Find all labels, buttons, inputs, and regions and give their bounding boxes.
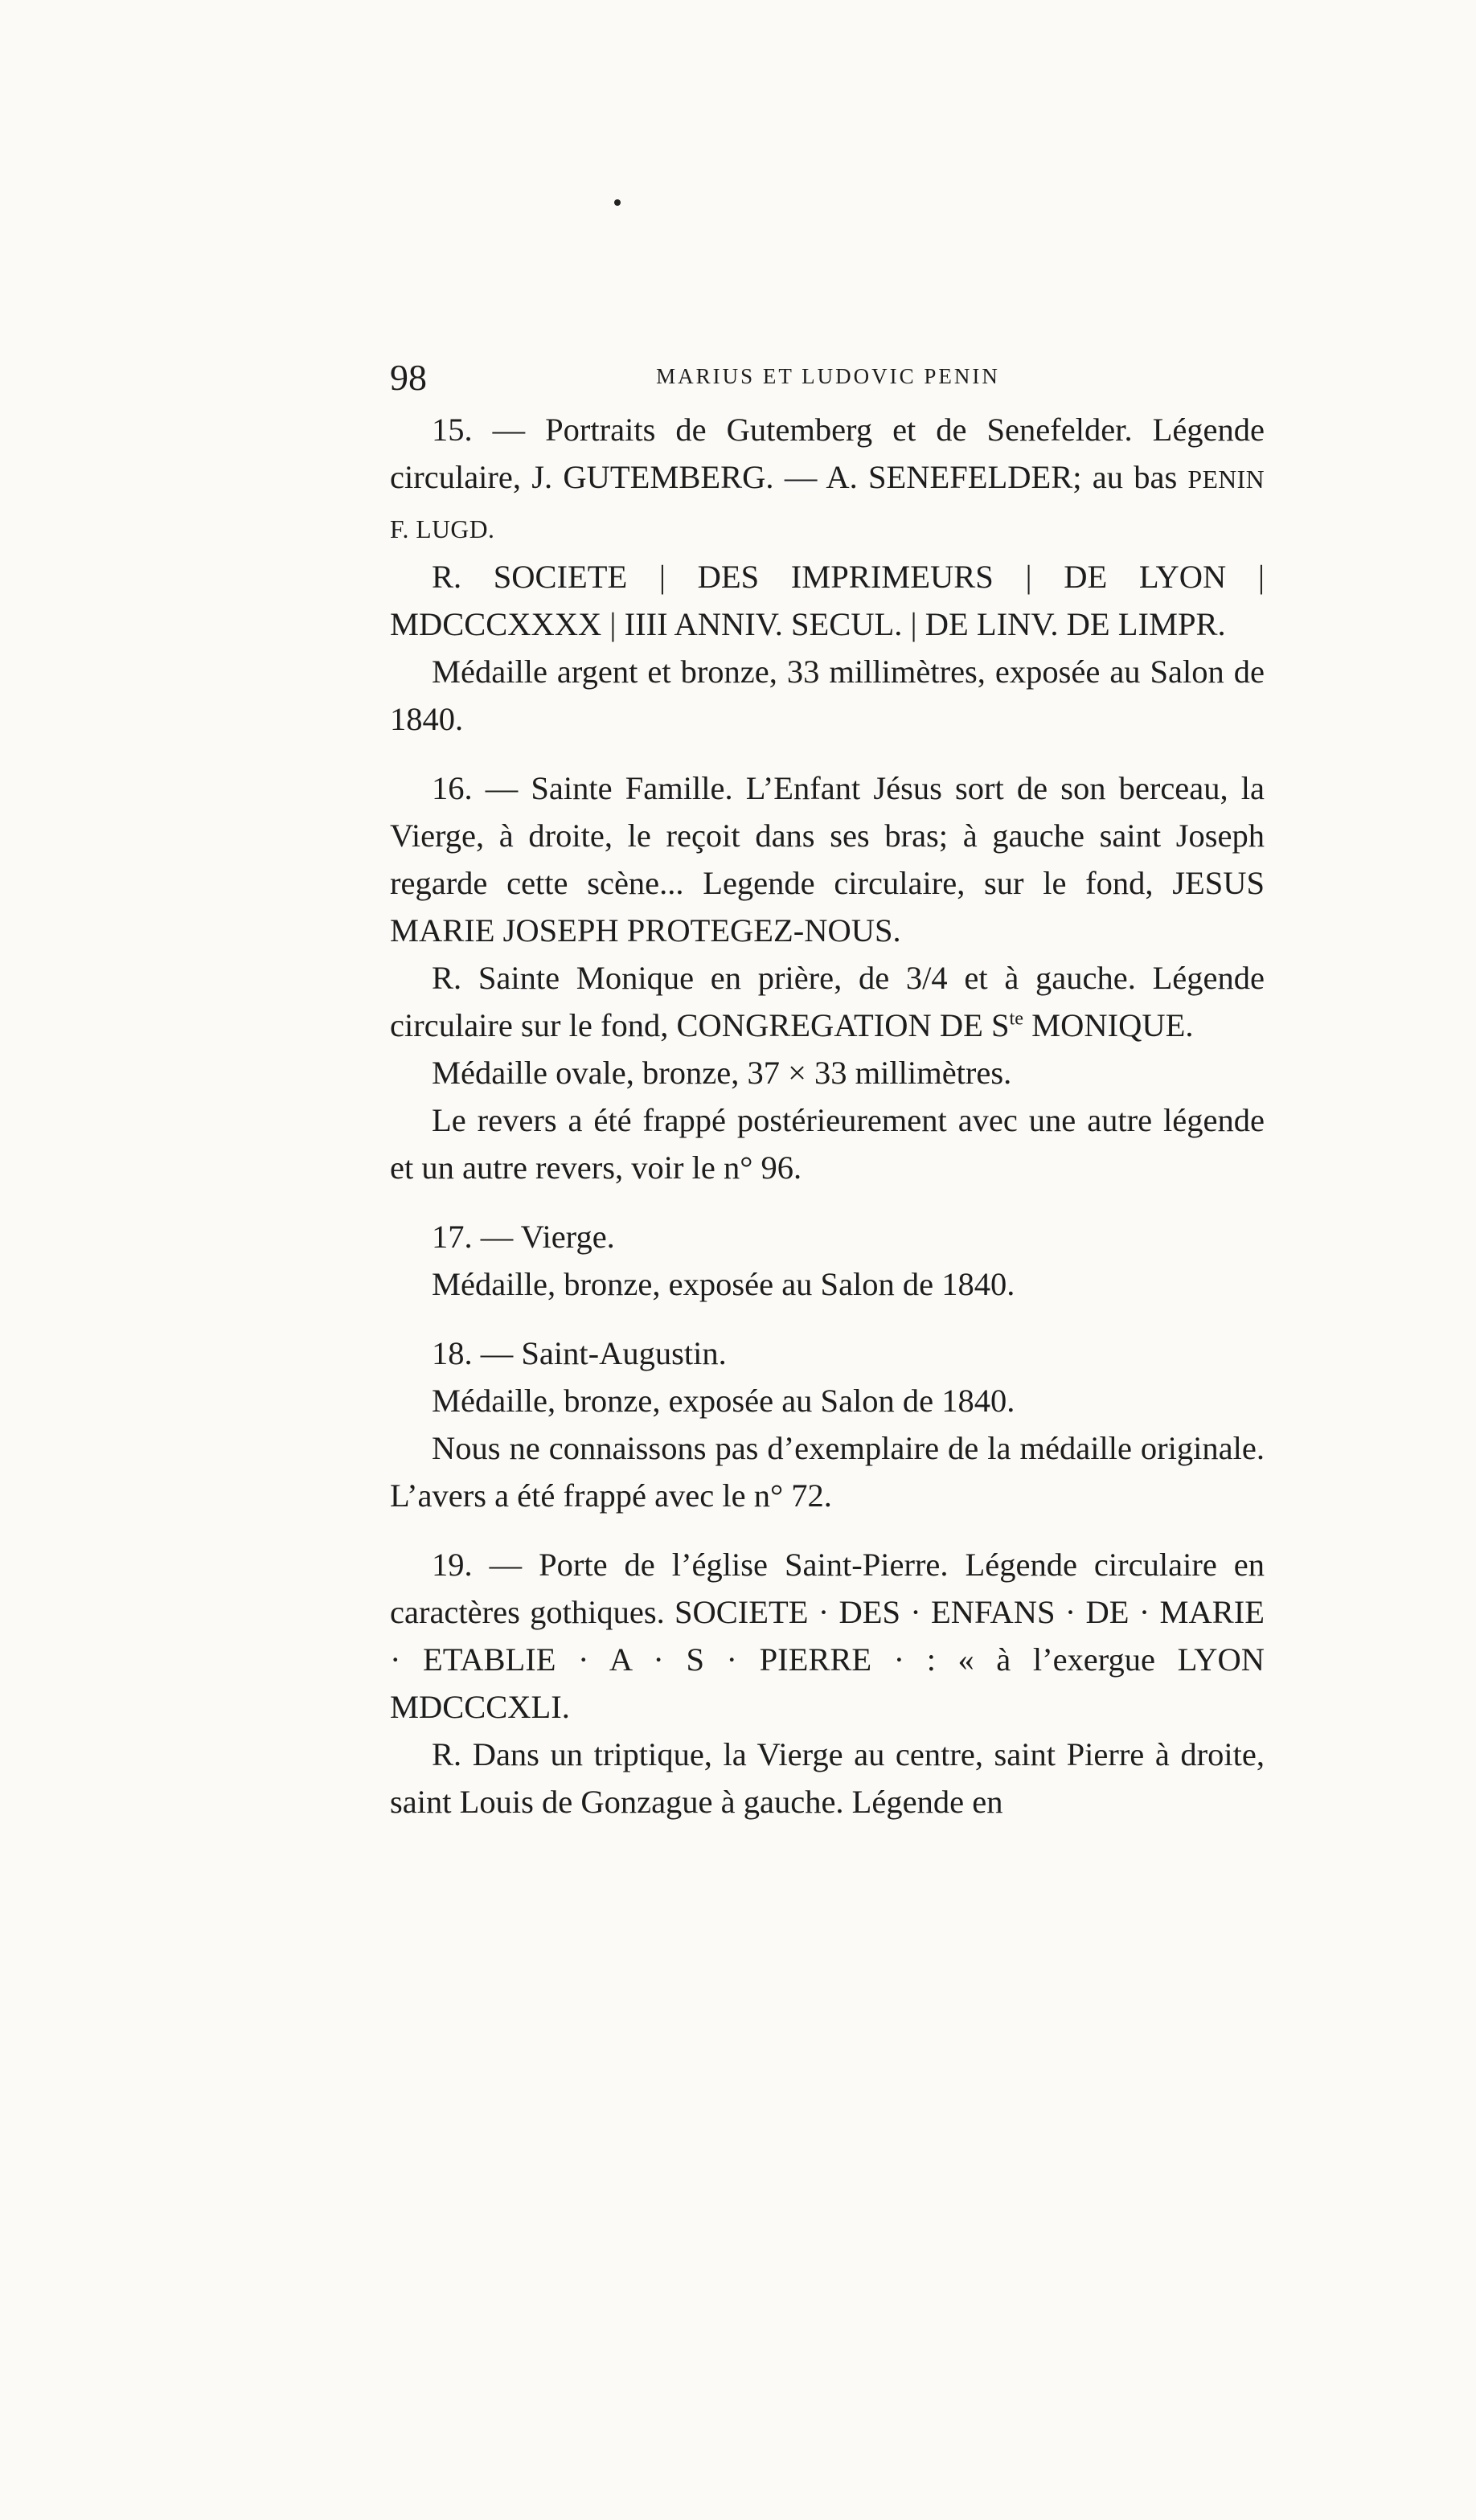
entry-18-details: Médaille, bronze, exposée au Salon de 1840.: [432, 1383, 1015, 1419]
entry-18-description: 18. — Saint-Augustin.: [432, 1335, 727, 1371]
entry-15-details: Médaille argent et bronze, 33 millimètres, exposée au Salon de 1840.: [390, 654, 1265, 737]
entry-16-reverse: R. Sainte Monique en prière, de 3/4 et à gauche. Légende circulaire sur le fond, CONGREGATION DE $S^{te}$ MONIQUE.: [390, 960, 1265, 1043]
entry-19-reverse: R. Dans un triptique, la Vierge au centre, saint Pierre à droite, saint Louis de Gonzague à gauche. Légende en: [390, 1736, 1265, 1820]
page-number: 98: [390, 357, 427, 398]
entry-18-note: Nous ne connaissons pas d’exemplaire de la médaille originale. L’avers a été frappé avec le n° 72.: [390, 1430, 1265, 1514]
saint-abbrev-sup: te: [1009, 1007, 1024, 1030]
running-title: MARIUS ET LUDOVIC PENIN: [656, 364, 1000, 388]
entry-17-details: Médaille, bronze, exposée au Salon de 1840.: [432, 1266, 1015, 1302]
entry-17-description: 17. — Vierge.: [432, 1219, 615, 1255]
saint-abbrev: S: [990, 1007, 1010, 1043]
entry-16-description: 16. — Sainte Famille. L’Enfant Jésus sort de son berceau, la Vierge, à droite, le reçoit dans ses bras; à gauche saint Joseph regarde cette scène... Legende circulaire, sur le fond, JESUS MARIE JOSEPH PROTEGEZ-NOUS.: [390, 770, 1265, 949]
entry-16-details: Médaille ovale, bronze, 37 × 33 millimètres.: [432, 1055, 1012, 1091]
signature-smallcaps: PENIN F. LUGD.: [390, 465, 1265, 543]
entry-16-note: Le revers a été frappé postérieurement avec une autre légende et un autre revers, voir le n° 96.: [390, 1102, 1265, 1186]
body-text: [390, 406, 1265, 1825]
entry-15-reverse: R. SOCIETE | DES IMPRIMEURS | DE LYON | MDCCCXXXX | IIII ANNIV. SECUL. | DE LINV. DE LIMPR.: [390, 559, 1265, 642]
entry-15-description: 15. — Portraits de Gutemberg et de Senefelder. Légende circulaire, J. GUTEMBERG. — A. SENEFELDER; au bas PENIN F. LUGD.: [390, 412, 1265, 543]
ink-speck: [614, 199, 621, 206]
page-header: [390, 354, 1266, 402]
entry-19-description: 19. — Porte de l’église Saint-Pierre. Légende circulaire en caractères gothiques. SOCIETE · DES · ENFANS · DE · MARIE · ETABLIE · A · S · PIERRE · : « à l’exergue LYON MDCCCXLI.: [390, 1547, 1265, 1725]
